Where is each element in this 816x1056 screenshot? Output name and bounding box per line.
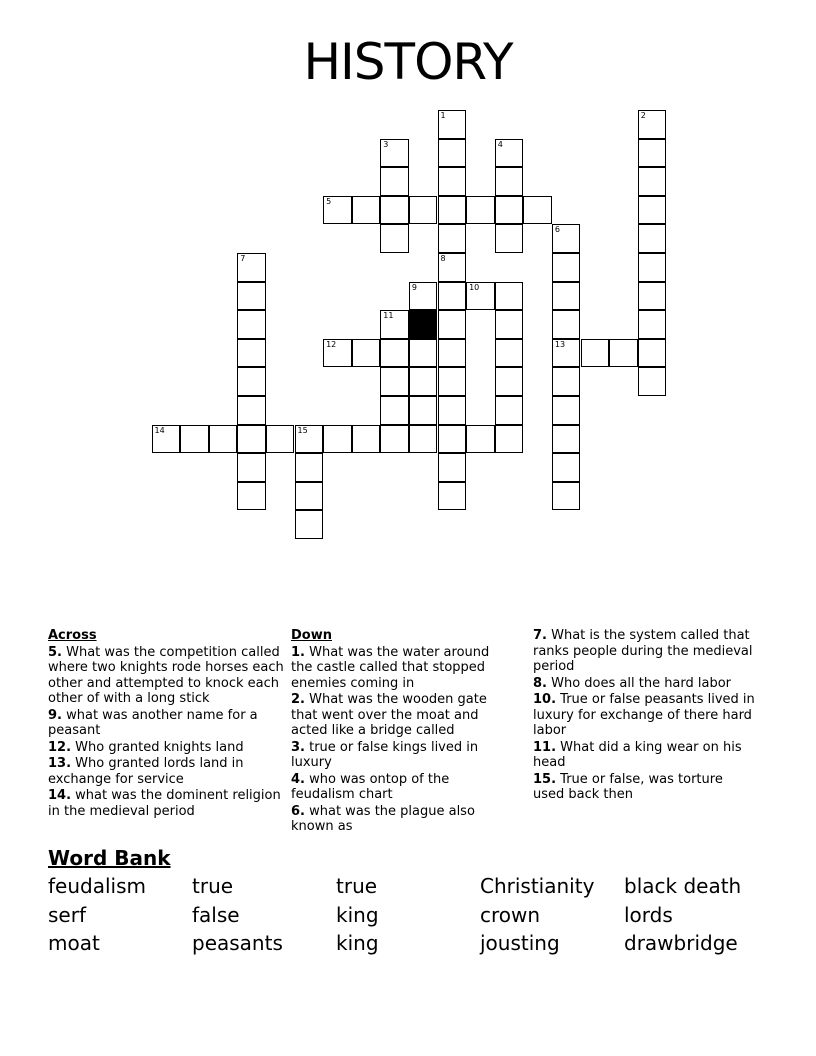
grid-cell[interactable] bbox=[466, 282, 495, 311]
grid-cell[interactable] bbox=[495, 139, 524, 168]
word-bank-word: true bbox=[336, 874, 378, 898]
word-bank-word: Christianity bbox=[480, 874, 595, 898]
grid-cell[interactable] bbox=[495, 396, 524, 425]
grid-cell[interactable] bbox=[380, 425, 409, 454]
grid-cell[interactable] bbox=[466, 425, 495, 454]
grid-cell[interactable] bbox=[552, 453, 581, 482]
grid-cell[interactable] bbox=[495, 167, 524, 196]
word-bank-word: black death bbox=[624, 874, 742, 898]
clue-text: What is the system called that ranks people during the medieval period bbox=[533, 628, 753, 674]
clue-number: 8. bbox=[533, 675, 547, 691]
cell-number: 4 bbox=[497, 139, 503, 149]
clue-text: What was the competition called where two knights rode horses each other and attempted to knock each other of with a long stick bbox=[48, 644, 284, 706]
grid-cell[interactable] bbox=[438, 282, 467, 311]
clue-item bbox=[48, 708, 288, 739]
across-clues bbox=[48, 628, 288, 820]
grid-cell[interactable] bbox=[438, 110, 467, 139]
clue-item bbox=[291, 804, 501, 835]
clue-number: 13. bbox=[48, 756, 72, 771]
across-heading: Across bbox=[48, 628, 97, 643]
word-bank-title: Word Bank bbox=[48, 846, 171, 870]
clue-text: True or false, was torture used back then bbox=[533, 771, 723, 802]
grid-cell[interactable] bbox=[523, 196, 552, 225]
cell-number: 14 bbox=[154, 425, 165, 435]
grid-cell[interactable] bbox=[638, 196, 667, 225]
grid-cell[interactable] bbox=[237, 339, 266, 368]
clue-number: 5. bbox=[48, 644, 62, 660]
page-title: HISTORY bbox=[303, 33, 513, 91]
grid-cell[interactable] bbox=[495, 339, 524, 368]
grid-cell[interactable] bbox=[438, 425, 467, 454]
grid-cell[interactable] bbox=[552, 396, 581, 425]
word-bank-word: lords bbox=[624, 902, 673, 927]
cell-number: 15 bbox=[297, 425, 308, 435]
grid-cell[interactable] bbox=[380, 224, 409, 253]
cell-number: 6 bbox=[554, 225, 560, 235]
cell-number: 2 bbox=[640, 111, 646, 120]
grid-cell[interactable] bbox=[495, 425, 524, 454]
clue-text: What was the wooden gate that went over the moat and acted like a bridge called bbox=[291, 692, 487, 738]
clue-number: 10. bbox=[533, 692, 557, 707]
clue-item bbox=[48, 645, 288, 707]
grid-cell[interactable] bbox=[380, 339, 409, 368]
grid-cell[interactable] bbox=[237, 253, 266, 282]
grid-cell[interactable] bbox=[552, 425, 581, 454]
clue-text: True or false peasants lived in luxury for exchange of there hard labor bbox=[533, 692, 755, 738]
grid-cell[interactable] bbox=[352, 339, 381, 368]
clue-number: 4. bbox=[291, 771, 305, 787]
grid-cell[interactable] bbox=[495, 367, 524, 396]
grid-cell[interactable] bbox=[409, 425, 438, 454]
grid-cell[interactable] bbox=[323, 339, 352, 368]
down-heading: Down bbox=[291, 628, 332, 643]
word-bank-word: peasants bbox=[192, 931, 283, 955]
word-bank-word: true bbox=[192, 874, 234, 898]
clue-number: 6. bbox=[291, 803, 305, 819]
grid-cell[interactable] bbox=[295, 482, 324, 511]
clue-number: 1. bbox=[291, 644, 305, 660]
grid-cell[interactable] bbox=[495, 282, 524, 311]
clue-text: Who granted lords land in exchange for service bbox=[48, 756, 244, 787]
grid-cell[interactable] bbox=[638, 110, 667, 139]
grid-cell[interactable] bbox=[409, 282, 438, 311]
clue-text: who was ontop of the feudalism chart bbox=[291, 771, 450, 802]
grid-cell[interactable] bbox=[438, 310, 467, 339]
grid-cell[interactable] bbox=[438, 167, 467, 196]
grid-cell[interactable] bbox=[438, 224, 467, 253]
grid-cell[interactable] bbox=[638, 367, 667, 396]
grid-cell[interactable] bbox=[638, 310, 667, 339]
cell-number: 7 bbox=[240, 254, 246, 263]
clue-number: 3. bbox=[291, 739, 305, 755]
grid-cell[interactable] bbox=[438, 453, 467, 482]
word-bank-word: king bbox=[336, 931, 379, 955]
grid-cell[interactable] bbox=[352, 196, 381, 225]
grid-cell[interactable] bbox=[581, 339, 610, 368]
grid-cell[interactable] bbox=[438, 196, 467, 225]
clue-item bbox=[533, 628, 755, 675]
clue-text: What was the water around the castle called that stopped enemies coming in bbox=[291, 644, 490, 691]
grid-cell[interactable] bbox=[237, 367, 266, 396]
cell-number: 5 bbox=[326, 196, 332, 206]
word-bank-word: crown bbox=[480, 902, 541, 927]
clue-item bbox=[291, 645, 501, 692]
clue-text: Who granted knights land bbox=[71, 739, 244, 755]
grid-cell[interactable] bbox=[638, 167, 667, 196]
clue-number: 11. bbox=[533, 739, 557, 755]
clue-text: what was another name for a peasant bbox=[48, 707, 258, 738]
grid-cell[interactable] bbox=[180, 425, 209, 454]
word-bank-word: moat bbox=[48, 931, 100, 955]
grid-cell[interactable] bbox=[638, 253, 667, 282]
grid-cell[interactable] bbox=[552, 253, 581, 282]
cell-number: 3 bbox=[383, 139, 389, 149]
grid-cell[interactable] bbox=[380, 396, 409, 425]
grid-cell[interactable] bbox=[438, 396, 467, 425]
grid-cell[interactable] bbox=[552, 310, 581, 339]
word-bank bbox=[48, 872, 808, 962]
cell-number: 10 bbox=[469, 282, 480, 292]
clue-text: true or false kings lived in luxury bbox=[291, 739, 479, 770]
grid-cell[interactable] bbox=[552, 367, 581, 396]
grid-cell[interactable] bbox=[552, 224, 581, 253]
clue-number: 7. bbox=[533, 628, 547, 643]
cell-number: 13 bbox=[554, 339, 566, 349]
clue-number: 9. bbox=[48, 707, 62, 723]
grid-cell[interactable] bbox=[409, 396, 438, 425]
clue-item bbox=[48, 788, 288, 819]
grid-cell[interactable] bbox=[438, 253, 467, 282]
clue-item bbox=[291, 772, 501, 803]
grid-cell[interactable] bbox=[295, 510, 324, 539]
grid-cell[interactable] bbox=[237, 425, 266, 454]
grid-cell[interactable] bbox=[323, 196, 352, 225]
grid-cell[interactable] bbox=[237, 282, 266, 311]
grid-cell[interactable] bbox=[438, 139, 467, 168]
grid-cell[interactable] bbox=[295, 453, 324, 482]
word-bank-word: serf bbox=[48, 902, 86, 927]
clue-text: What did a king wear on his head bbox=[533, 739, 742, 770]
word-bank-word: feudalism bbox=[48, 874, 146, 898]
down-clues bbox=[291, 628, 501, 836]
word-bank-word: drawbridge bbox=[624, 931, 738, 955]
grid-cell[interactable] bbox=[438, 367, 467, 396]
grid-cell[interactable] bbox=[438, 339, 467, 368]
clue-item bbox=[291, 740, 501, 771]
grid-cell[interactable] bbox=[295, 425, 324, 454]
clue-item bbox=[533, 772, 755, 803]
grid-cell[interactable] bbox=[266, 425, 295, 454]
cell-number: 1 bbox=[440, 111, 446, 120]
grid-cell[interactable] bbox=[352, 425, 381, 454]
grid-cell[interactable] bbox=[552, 282, 581, 311]
grid-cell[interactable] bbox=[495, 196, 524, 225]
grid-cell[interactable] bbox=[380, 196, 409, 225]
grid-cell[interactable] bbox=[495, 310, 524, 339]
grid-cell[interactable] bbox=[638, 139, 667, 168]
cell-number: 11 bbox=[383, 311, 394, 321]
word-bank-word: king bbox=[336, 902, 379, 927]
grid-cell[interactable] bbox=[409, 339, 438, 368]
word-bank-word: jousting bbox=[480, 931, 560, 955]
clue-text: Who does all the hard labor bbox=[546, 675, 732, 691]
grid-cell[interactable] bbox=[237, 310, 266, 339]
cell-number: 12 bbox=[326, 339, 337, 349]
clue-number: 2. bbox=[291, 692, 305, 707]
grid-cell[interactable] bbox=[237, 453, 266, 482]
grid-cell[interactable] bbox=[237, 482, 266, 511]
grid-cell-blocked bbox=[409, 310, 438, 339]
word-bank-word: false bbox=[192, 902, 240, 927]
grid-cell[interactable] bbox=[466, 196, 495, 225]
down-clues-continued bbox=[533, 628, 755, 804]
grid-cell[interactable] bbox=[209, 425, 238, 454]
grid-cell[interactable] bbox=[552, 482, 581, 511]
clue-item bbox=[533, 740, 755, 771]
clue-item bbox=[48, 740, 288, 756]
grid-cell[interactable] bbox=[638, 339, 667, 368]
clue-text: what was the dominent religion in the medieval period bbox=[48, 788, 281, 819]
grid-cell[interactable] bbox=[380, 310, 409, 339]
clue-text: what was the plague also known as bbox=[291, 803, 475, 834]
clue-number: 14. bbox=[48, 788, 72, 803]
grid-cell[interactable] bbox=[323, 425, 352, 454]
clue-item bbox=[48, 756, 288, 787]
clue-item bbox=[291, 692, 501, 739]
cell-number: 8 bbox=[440, 254, 446, 263]
grid-cell[interactable] bbox=[552, 339, 581, 368]
clue-item bbox=[533, 692, 755, 739]
cell-number: 9 bbox=[411, 282, 417, 292]
clue-number: 15. bbox=[533, 771, 557, 787]
grid-cell[interactable] bbox=[237, 396, 266, 425]
grid-cell[interactable] bbox=[609, 339, 638, 368]
grid-cell[interactable] bbox=[380, 139, 409, 168]
grid-cell[interactable] bbox=[638, 282, 667, 311]
grid-cell[interactable] bbox=[409, 196, 438, 225]
grid-cell[interactable] bbox=[638, 224, 667, 253]
grid-cell[interactable] bbox=[380, 167, 409, 196]
grid-cell[interactable] bbox=[438, 482, 467, 511]
grid-cell[interactable] bbox=[380, 367, 409, 396]
grid-cell[interactable] bbox=[409, 367, 438, 396]
grid-cell[interactable] bbox=[495, 224, 524, 253]
grid-cell[interactable] bbox=[152, 425, 181, 454]
clue-item bbox=[533, 676, 755, 692]
clue-number: 12. bbox=[48, 739, 72, 755]
